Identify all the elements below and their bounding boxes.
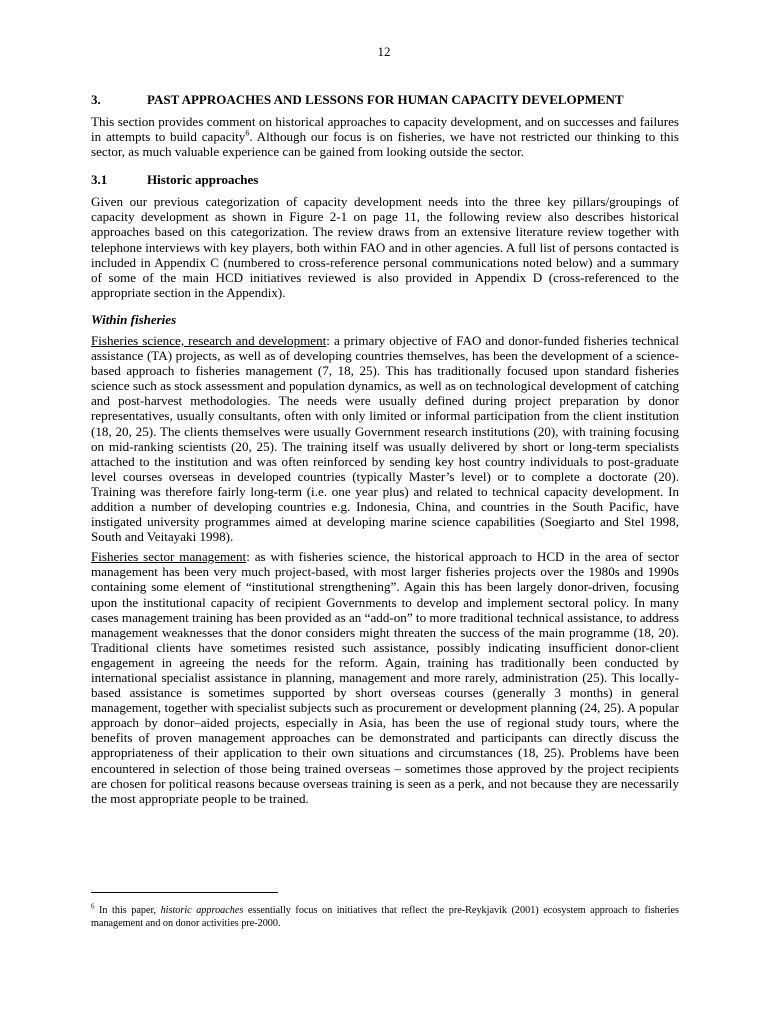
footnote-reference[interactable]: 6	[245, 128, 250, 138]
footnote-divider	[91, 892, 278, 893]
fisheries-science-lead: Fisheries science, research and development	[91, 332, 327, 348]
intro-text-start: This section provides comment on historical approaches to capacity development, and on successes and failures in attempts to build capacity	[91, 114, 679, 145]
subsection-number: 3.1	[91, 172, 108, 188]
section-number: 3.	[91, 92, 101, 107]
footnote-text-start: In this paper,	[94, 905, 161, 916]
sector-management-lead: Fisheries sector management	[91, 549, 247, 565]
sector-management-text: : as with fisheries science, the historical approach to HCD in the area of sector management has been very much project-based, with most larger fisheries projects over the 1980s and 1990s containing some element of “institutional strengthening”. Again this has been largely donor-driven, focusing upon the institutional capacity of recipient Governments to develop and implement sectoral policy. In many cases management training has been provided as an “add-on” to more traditional technical assistance, to address management weaknesses that the donor considers might threaten the success of the main programme (18, 20). Traditional clients have sometimes resisted such assistance, possibly indicating insufficient donor-client engagement in agreeing the needs for the reform. Again, training has traditionally been conducted by international specialist assistance in planning, management and more rarely, administration (25). This locally-based assistance is sometimes supported by short overseas courses (generally 3 months) in general management, together with specialist subjects such as procurement or development planning (24, 25). A popular approach by donor–aided projects, especially in Asia, has been the use of regional study tours, where the benefits of proven management approaches can be demonstrated and participants can directly discuss the appropriateness of their application to their own situations and circumstances (18, 25). Problems have been encountered in selection of those being trained overseas – sometimes those approved by the project recipients are chosen for political reasons because overseas training is seen as a perk, and not because they are necessarily the most appropriate people to be trained.	[91, 549, 679, 806]
subsection-heading	[91, 172, 679, 188]
sector-management-paragraph	[91, 549, 679, 806]
intro-text-end: . Although our focus is on fisheries, we have not restricted our thinking to this sector, as much valuable experience can be gained from looking outside the sector.	[91, 129, 679, 160]
footnote-text-end: essentially focus on initiatives that reflect the pre-Reykjavik (2001) ecosystem approach to fisheries management and on donor activities pre-2000.	[91, 905, 679, 929]
footnote-italic-term: historic approaches	[160, 905, 244, 916]
footnote	[91, 902, 679, 930]
footnote-marker: 6	[91, 902, 95, 911]
section-intro-paragraph	[91, 114, 679, 159]
page-number: 12	[377, 44, 391, 59]
section-title: PAST APPROACHES AND LESSONS FOR HUMAN CAPACITY DEVELOPMENT	[147, 92, 624, 107]
subsection-title: Historic approaches	[147, 172, 259, 188]
historic-approaches-paragraph: Given our previous categorization of capacity development needs into the three key pillars/groupings of capacity development as shown in Figure 2-1 on page 11, the following review also describes historical approaches based on this categorization. The review draws from an extensive literature review together with telephone interviews with key players, both within FAO and in other agencies. A full list of persons contacted is included in Appendix C (numbered to cross-reference personal communications noted below) and a summary of some of the main HCD initiatives reviewed is also provided in Appendix D (cross-referenced to the appropriate section in the Appendix).	[91, 194, 679, 300]
fisheries-science-paragraph	[91, 333, 679, 544]
fisheries-science-text: : a primary objective of FAO and donor-funded fisheries technical assistance (TA) projects, as well as of developing countries themselves, has been the development of a science-based approach to fisheries management (7, 18, 25). This has traditionally focused upon standard fisheries science such as stock assessment and population dynamics, as well as on technological development of catching and post-harvest methodologies. The needs were usually defined during project preparation by donor representatives, usually consultants, often with only limited or informal participation from the client institution (18, 20, 25). The clients themselves were usually Government research institutions (20), with training focusing on mid-ranking scientists (20, 25). The training itself was usually delivered by short or long-term specialists attached to the institution and was often reinforced by sending key host country individuals to post-graduate level courses overseas in developed countries (typically Master’s level) or to complete a doctorate (20). Training was therefore fairly long-term (i.e. one year plus) and related to technical capacity development. In addition a number of developing countries e.g. Indonesia, China, and countries in the South Pacific, have instigated university programmes aimed at developing marine science capabilities (Soegiarto and Stel 1998, South and Veitayaki 1998).	[91, 332, 679, 545]
section-heading	[91, 92, 679, 108]
page-body	[91, 92, 679, 811]
within-fisheries-heading: Within fisheries	[91, 311, 177, 327]
